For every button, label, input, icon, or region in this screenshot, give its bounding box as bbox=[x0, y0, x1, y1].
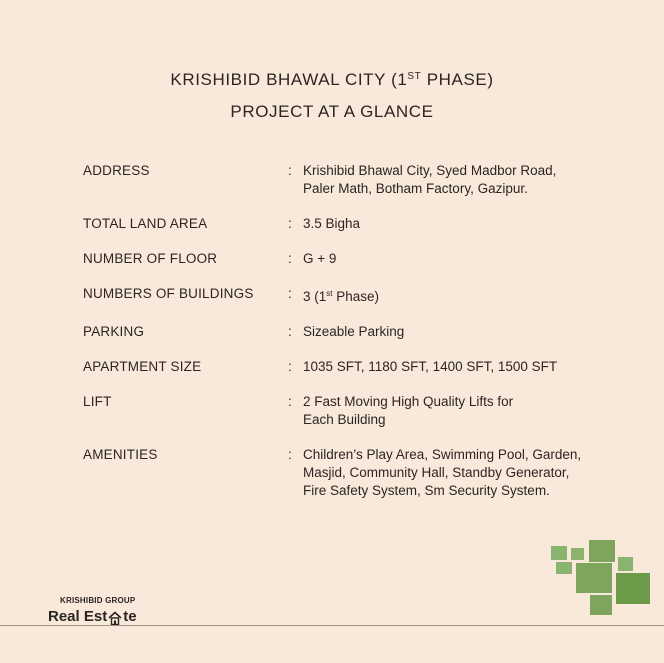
spec-row-address bbox=[83, 162, 633, 198]
spec-row-apartment-size bbox=[83, 358, 633, 376]
page-title bbox=[0, 70, 664, 90]
logo-wordmark bbox=[48, 608, 137, 625]
spec-row-lift bbox=[83, 393, 633, 429]
spec-value: G + 9 bbox=[303, 251, 337, 266]
spec-value bbox=[303, 285, 633, 306]
spec-value-line: Masjid, Community Hall, Standby Generator, bbox=[303, 465, 570, 480]
page-subtitle: PROJECT AT A GLANCE bbox=[230, 102, 434, 121]
spec-colon: : bbox=[288, 216, 292, 231]
title-superscript: ST bbox=[407, 71, 422, 82]
spec-value bbox=[303, 446, 633, 500]
spec-value-line: Each Building bbox=[303, 412, 386, 427]
spec-value-line: Fire Safety System, Sm Security System. bbox=[303, 483, 550, 498]
tile bbox=[571, 548, 584, 560]
spec-value-line: Children’s Play Area, Swimming Pool, Garden, bbox=[303, 447, 582, 462]
tile bbox=[551, 546, 567, 560]
footer-divider bbox=[0, 625, 664, 626]
project-spec-table bbox=[83, 162, 633, 500]
spec-colon: : bbox=[288, 163, 292, 178]
spec-row-amenities bbox=[83, 446, 633, 500]
spec-value bbox=[303, 162, 633, 198]
spec-label: TOTAL LAND AREA bbox=[83, 216, 208, 231]
spec-label: AMENITIES bbox=[83, 447, 158, 462]
spec-label: APARTMENT SIZE bbox=[83, 359, 202, 374]
tile bbox=[576, 563, 612, 593]
spec-value bbox=[303, 393, 633, 429]
spec-colon: : bbox=[288, 447, 292, 462]
company-logo bbox=[48, 596, 137, 625]
spec-value: 1035 SFT, 1180 SFT, 1400 SFT, 1500 SFT bbox=[303, 359, 558, 374]
spec-label: ADDRESS bbox=[83, 163, 150, 178]
spec-row-buildings bbox=[83, 285, 633, 306]
spec-colon: : bbox=[288, 359, 292, 374]
spec-value-line: Krishibid Bhawal City, Syed Madbor Road, bbox=[303, 163, 557, 178]
spec-label: NUMBERS OF BUILDINGS bbox=[83, 286, 254, 301]
spec-value: Sizeable Parking bbox=[303, 324, 405, 339]
house-icon bbox=[108, 611, 122, 625]
logo-wordmark-suffix: te bbox=[123, 608, 137, 625]
spec-value: 3.5 Bigha bbox=[303, 216, 361, 231]
spec-value-text: 3 (1 bbox=[303, 289, 327, 304]
spec-colon: : bbox=[288, 324, 292, 339]
tile bbox=[589, 540, 615, 562]
title-text: KRISHIBID BHAWAL CITY (1 bbox=[170, 70, 408, 89]
spec-colon: : bbox=[288, 251, 292, 266]
tile bbox=[590, 595, 612, 615]
tile bbox=[556, 562, 572, 574]
spec-value-line: Paler Math, Botham Factory, Gazipur. bbox=[303, 181, 528, 196]
spec-value-text-suffix: Phase) bbox=[332, 289, 380, 304]
spec-row-floor bbox=[83, 250, 633, 268]
spec-row-parking bbox=[83, 323, 633, 341]
spec-label: LIFT bbox=[83, 394, 112, 409]
logo-wordmark-prefix: Real Est bbox=[48, 608, 108, 625]
spec-colon: : bbox=[288, 394, 292, 409]
tile bbox=[618, 557, 633, 571]
spec-value-superscript: st bbox=[326, 289, 333, 298]
spec-label: PARKING bbox=[83, 324, 145, 339]
spec-row-land-area bbox=[83, 215, 633, 233]
spec-label: NUMBER OF FLOOR bbox=[83, 251, 218, 266]
spec-colon: : bbox=[288, 286, 292, 301]
title-text-suffix: PHASE) bbox=[421, 70, 494, 89]
spec-value-line: 2 Fast Moving High Quality Lifts for bbox=[303, 394, 514, 409]
tile bbox=[616, 573, 650, 604]
logo-group-name: KRISHIBID GROUP bbox=[60, 596, 136, 605]
